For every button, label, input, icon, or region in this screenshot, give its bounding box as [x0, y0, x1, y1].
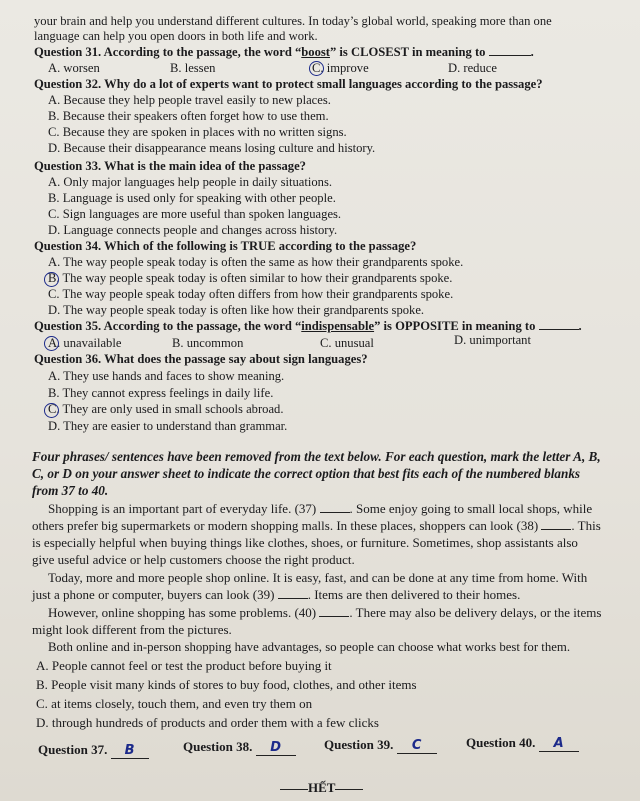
- q36-option-a: A. They use hands and faces to show meaning.: [48, 369, 285, 383]
- choice-c: C. at items closely, touch them, and even try them on: [36, 696, 313, 711]
- q31-option-d: D. reduce: [448, 61, 497, 75]
- answer-37-value: B: [111, 743, 149, 759]
- q31-option-b: B. lessen: [170, 61, 216, 75]
- instruction-line-2: C, or D on your answer sheet to indicate the correct option that best fits each of the numbered blanks: [32, 466, 581, 481]
- question-31-stem: Question 31. According to the passage, the word “boost” is CLOSEST in meaning to .: [34, 45, 534, 59]
- instruction-line-1: Four phrases/ sentences have been removed from the text below. For each question, mark the letter A, B,: [32, 449, 601, 464]
- q35-option-a: A. unavailable: [48, 336, 122, 350]
- q33-option-b: B. Language is used only for speaking with other people.: [48, 191, 336, 205]
- q34-option-a: A. The way people speak today is often the same as how their grandparents spoke.: [48, 255, 464, 269]
- passage-p2-line2: just a phone or computer, buyers can look (39) . Items are then delivered to their homes.: [32, 587, 521, 602]
- q32-option-b: B. Because their speakers often forget how to use them.: [48, 109, 329, 123]
- q32-option-a: A. Because they help people travel easily to new places.: [48, 93, 331, 107]
- q36-option-b: B. They cannot express feelings in daily life.: [48, 386, 274, 400]
- q32-option-c: C. Because they are spoken in places with no written signs.: [48, 125, 347, 139]
- q33-option-a: A. Only major languages help people in daily situations.: [48, 175, 333, 189]
- q35-option-b: B. uncommon: [172, 336, 244, 350]
- q34-option-b: B. The way people speak today is often similar to how their grandparents spoke.: [48, 271, 453, 285]
- q36-option-d: D. They are easier to understand than grammar.: [48, 419, 288, 433]
- q31-option-a: A. worsen: [48, 61, 100, 75]
- q34-option-c: C. The way people speak today often differs from how their grandparents spoke.: [48, 287, 454, 301]
- passage-p1-line2: others prefer big supermarkets or modern shopping malls. In these places, shoppers can look (38) . This: [32, 518, 601, 533]
- q33-option-d: D. Language connects people and changes across history.: [48, 223, 338, 237]
- passage-p4: Both online and in-person shopping have advantages, so people can choose what works best for them.: [48, 640, 571, 654]
- question-35-stem: Question 35. According to the passage, the word “indispensable” is OPPOSITE in meaning to .: [34, 319, 582, 333]
- passage-p1-line4: give useful advice or help customers choose the right product.: [32, 552, 355, 567]
- answer-circle-mark: [44, 403, 59, 418]
- passage-p3-line2: might look different from the pictures.: [32, 622, 232, 637]
- answer-39: Question 39. C: [324, 737, 437, 754]
- instruction-line-3: from 37 to 40.: [32, 483, 109, 498]
- choice-a: A. People cannot feel or test the product before buying it: [36, 658, 332, 673]
- answer-39-value: C: [397, 738, 437, 754]
- question-34-stem: Question 34. Which of the following is TRUE according to the passage?: [34, 239, 417, 253]
- passage-p1-line1: Shopping is an important part of everyday life. (37) . Some enjoy going to small local shops, while: [48, 501, 593, 516]
- choice-b: B. People visit many kinds of stores to buy food, clothes, and other items: [36, 677, 417, 692]
- answer-circle-mark: [309, 61, 324, 76]
- q36-option-c: C. They are only used in small schools abroad.: [48, 402, 284, 416]
- passage-p2-line1: Today, more and more people shop online. It is easy, fast, and can be done at any time from home. With: [48, 570, 588, 585]
- q35-option-c: C. unusual: [320, 336, 374, 350]
- choice-d: D. through hundreds of products and order them with a few clicks: [36, 715, 379, 730]
- question-32-stem: Question 32. Why do a lot of experts want to protect small languages according to the passage?: [34, 77, 543, 91]
- q31-option-c: C. improve: [312, 61, 369, 75]
- answer-circle-mark: [44, 272, 59, 287]
- answer-37: Question 37. B: [38, 742, 149, 759]
- passage-p1-line3: is especially helpful when buying things like clothes, shoes, or furniture. Sometimes, shop assistants also: [32, 535, 578, 550]
- answer-38-value: D: [256, 740, 296, 756]
- q32-option-d: D. Because their disappearance means losing culture and history.: [48, 141, 376, 155]
- intro-line-1: your brain and help you understand different cultures. In today’s global world, speaking more than one: [34, 14, 552, 28]
- passage-p3-line1: However, online shopping has some problems. (40) . There may also be delivery delays, or the items: [48, 605, 602, 620]
- end-mark: HẾT: [280, 780, 363, 796]
- question-33-stem: Question 33. What is the main idea of the passage?: [34, 159, 306, 173]
- answer-40: Question 40. A: [466, 735, 579, 752]
- answer-40-value: A: [539, 736, 579, 752]
- answer-38: Question 38. D: [183, 739, 296, 756]
- q35-option-d: D. unimportant: [454, 333, 531, 347]
- answer-circle-mark: [44, 336, 59, 351]
- intro-line-2: language can help you open doors in both life and work.: [34, 29, 318, 43]
- q33-option-c: C. Sign languages are more useful than spoken languages.: [48, 207, 342, 221]
- question-36-stem: Question 36. What does the passage say about sign languages?: [34, 352, 368, 366]
- q34-option-d: D. The way people speak today is often like how their grandparents spoke.: [48, 303, 425, 317]
